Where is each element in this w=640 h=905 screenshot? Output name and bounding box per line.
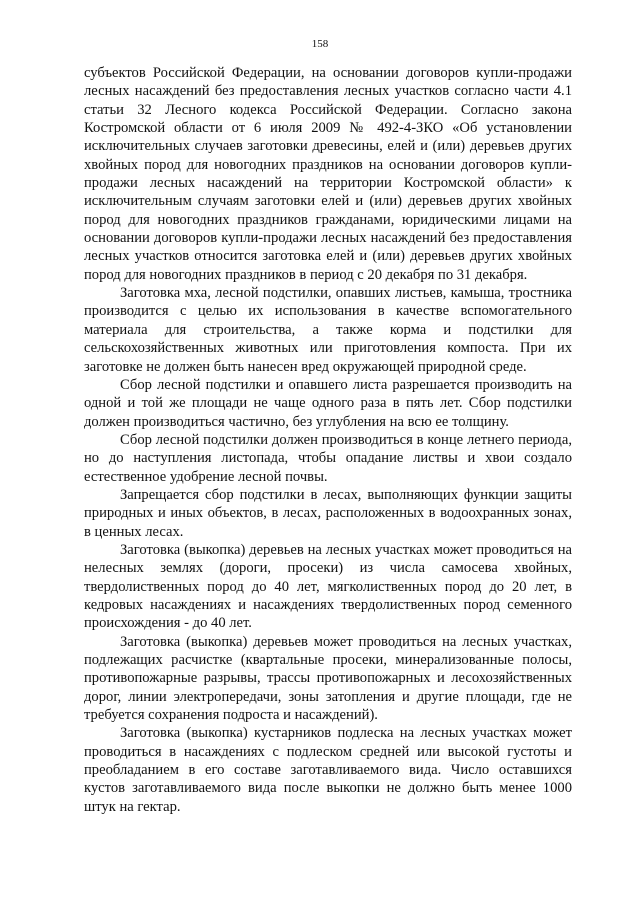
paragraph-continuation: субъектов Российской Федерации, на основании договоров купли-продажи лесных насаждений без предоставления лесных участков согласно части 4.1 статьи 32 Лесного кодекса Российской Федерации. Согласно закона Костромской области от 6 июля 2009 № 492-4-ЗКО «Об установлении исключительных случаев заготовки древесины, елей и (или) деревьев других хвойных пород для новогодних праздников на основании договоров купли-продажи лесных насаждений на территории Костромской области» к исключительным случаям заготовки елей и (или) деревьев других хвойных пород для новогодних праздников гражданами, юридическими лицами на основании договоров купли-продажи лесных насаждений без предоставления лесных участков относится заготовка елей и (или) деревьев других хвойных пород для новогодних праздников в период с 20 декабря по 31 декабря. bbox=[84, 65, 572, 283]
paragraph-litter-collection-prohibition: Запрещается сбор подстилки в лесах, выполняющих функции защиты природных и иных объектов, в лесах, расположенных в водоохранных зонах, в ценных лесах. bbox=[84, 486, 572, 540]
paragraph-tree-digging-nonforest: Заготовка (выкопка) деревьев на лесных участках может проводиться на нелесных землях (дороги, просеки) из числа самосева хвойных, твердолиственных пород до 40 лет, мягколиственных пород до 20 лет, в кедровых насаждениях и насаждениях твердолиственных пород семенного происхождения - до 40 лет. bbox=[84, 541, 572, 632]
paragraph-shrub-digging: Заготовка (выкопка) кустарников подлеска на лесных участках может проводиться в насаждениях с подлеском средней или высокой густоты и преобладанием в его составе заготавливаемого вида. Число оставшихся кустов заготавливаемого вида после выкопки не должно быть менее 1000 штук на гектар. bbox=[84, 725, 572, 815]
paragraph-moss-litter-harvesting: Заготовка мха, лесной подстилки, опавших листьев, камыша, тростника производится с целью их использования в качестве вспомогательного материала для строительства, а также корма и подстилки для сельскохозяйственных животных или приготовления компоста. При их заготовке не должен быть нанесен вред окружающей природной среде. bbox=[84, 285, 572, 375]
page-number: 158 bbox=[311, 38, 329, 50]
paragraph-litter-collection-season: Сбор лесной подстилки должен производиться в конце летнего периода, но до наступления листопада, чтобы опадание листвы и хвои создало естественное удобрение лесной почвы. bbox=[84, 431, 572, 485]
body-text bbox=[84, 64, 572, 816]
paragraph-tree-digging-clearing: Заготовка (выкопка) деревьев может проводиться на лесных участках, подлежащих расчистке (квартальные просеки, минерализованные полосы, противопожарные разрывы, трассы противопожарных и лесохозяйственных дорог, линии электропередачи, зоны затопления и другие площади, где не требуется сохранения подроста и насаждений). bbox=[84, 633, 572, 724]
paragraph-litter-collection-frequency: Сбор лесной подстилки и опавшего листа разрешается производить на одной и той же площади не чаще одного раза в пять лет. Сбор подстилки должен производиться частично, без углубления на всю ее толщину. bbox=[84, 376, 572, 430]
